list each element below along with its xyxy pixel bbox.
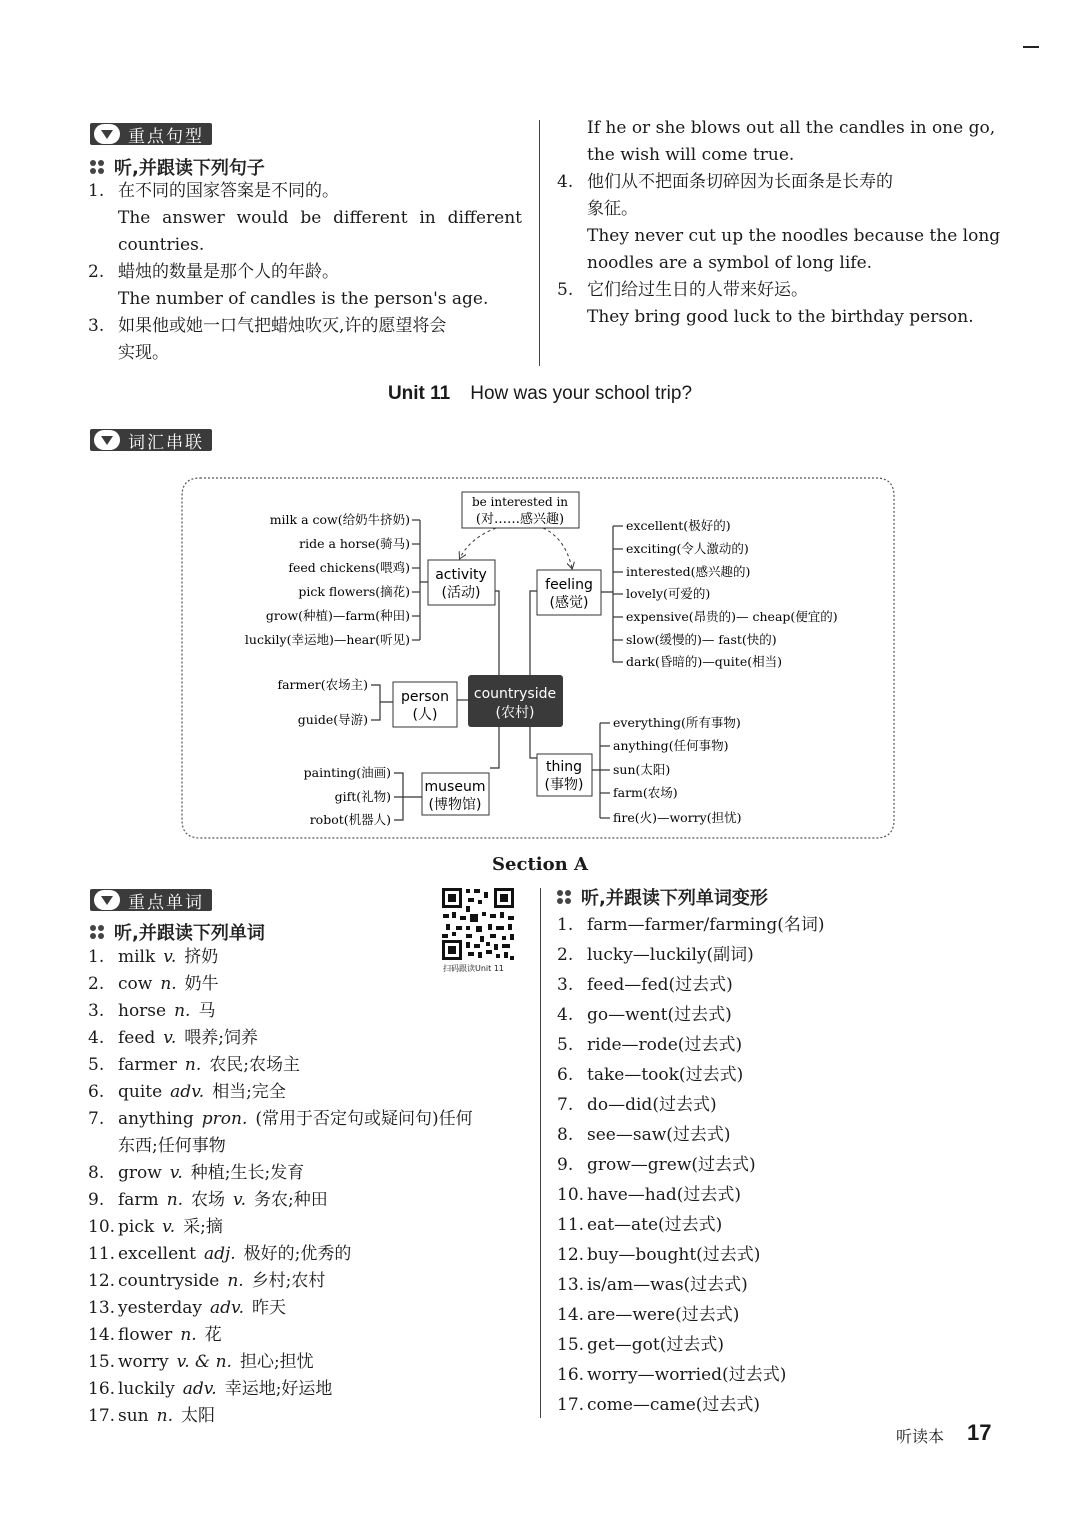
word-form-item: 3. feed—fed(过去式) <box>557 975 733 995</box>
activity-en: activity <box>435 567 487 583</box>
unit-title: Unit 11 How was your school trip? <box>387 383 693 404</box>
sentence-3-cn-cont: 实现。 <box>118 343 169 363</box>
feeling-item: dark(昏暗的)—quite(相当) <box>626 654 782 669</box>
feeling-items <box>626 518 838 669</box>
word-form-item: 15. get—got(过去式) <box>557 1335 724 1355</box>
word-item: 14. flower n. 花 <box>88 1325 222 1345</box>
thing-cn: (事物) <box>544 777 584 793</box>
word-form-item: 17. come—came(过去式) <box>557 1395 761 1415</box>
word-form-item: 6. take—took(过去式) <box>557 1065 744 1085</box>
thing-ticks <box>600 723 610 818</box>
word-form-item: 2. lucky—luckily(副词) <box>557 945 754 965</box>
museum-items <box>304 765 391 827</box>
word-item: 3. horse n. 马 <box>88 1001 216 1021</box>
key-words-list <box>88 944 528 1430</box>
arrow-to-activity <box>460 528 496 558</box>
sentence-3-en-cont: the wish will come true. <box>587 145 795 165</box>
listen-icon <box>557 890 571 904</box>
museum-bracket <box>394 773 422 820</box>
sentence-2-en: The number of candles is the person's age. <box>118 289 489 309</box>
person-items <box>277 677 368 727</box>
word-form-item: 11. eat—ate(过去式) <box>557 1215 723 1235</box>
activity-item: luckily(幸运地)—hear(听见) <box>244 632 410 647</box>
activity-ticks <box>412 520 420 640</box>
top-note-en: be interested in <box>471 495 569 509</box>
center-cn: (农村) <box>495 705 535 721</box>
word-item: 1. milk v. 挤奶 <box>88 947 219 967</box>
word-item: 6. quite adv. 相当;完全 <box>88 1082 286 1102</box>
word-form-item: 7. do—did(过去式) <box>557 1095 717 1115</box>
word-form-item: 14. are—were(过去式) <box>557 1305 740 1325</box>
thing-item: everything(所有事物) <box>613 715 741 730</box>
feeling-en: feeling <box>545 577 593 593</box>
word-forms-instruction: 听,并跟读下列单词变形 <box>557 884 768 910</box>
word-item: 12. countryside n. 乡村;农村 <box>88 1271 326 1291</box>
arrow-to-feeling <box>543 528 572 568</box>
sentence-1-en: The answer would be different in different <box>118 208 522 228</box>
sentence-1-en-cont: countries. <box>118 235 205 255</box>
person-cn: (人) <box>412 707 438 723</box>
word-item: 16. luckily adv. 幸运地;好运地 <box>88 1379 333 1399</box>
feeling-ticks <box>613 526 623 662</box>
word-form-item: 5. ride—rode(过去式) <box>557 1035 743 1055</box>
sentence-4-cn: 4. 他们从不把面条切碎因为长面条是长寿的 <box>557 172 893 192</box>
listen-icon <box>90 925 104 939</box>
person-item: farmer(农场主) <box>277 677 368 692</box>
thing-bracket <box>592 723 600 818</box>
feeling-item: interested(感兴趣的) <box>626 564 751 579</box>
word-form-item: 12. buy—bought(过去式) <box>557 1245 761 1265</box>
feeling-bracket <box>601 526 613 662</box>
museum-en: museum <box>424 779 486 795</box>
word-forms-list <box>557 910 997 1420</box>
footer-label: 听读本 <box>896 1427 945 1446</box>
thing-item: farm(农场) <box>613 785 678 800</box>
activity-item: grow(种植)—farm(种田) <box>265 608 410 623</box>
activity-cn: (活动) <box>441 585 481 601</box>
feeling-item: lovely(可爱的) <box>626 586 711 601</box>
key-sentences-right <box>557 115 1001 331</box>
word-item: 9. farm n. 农场 v. 务农;种田 <box>88 1190 328 1210</box>
key-sentences-tag: 重点句型 <box>90 123 212 145</box>
activity-item: feed chickens(喂鸡) <box>288 560 410 575</box>
activity-item: milk a cow(给奶牛挤奶) <box>269 512 410 527</box>
word-item-cont: 东西;任何事物 <box>118 1136 226 1156</box>
sentence-5-cn: 5. 它们给过生日的人带来好运。 <box>557 280 808 300</box>
thing-en: thing <box>545 759 583 775</box>
sentence-4-en-cont: noodles are a symbol of long life. <box>587 253 873 273</box>
word-item: 4. feed v. 喂养;饲养 <box>88 1028 259 1048</box>
feeling-item: excellent(极好的) <box>626 518 731 533</box>
feeling-cn: (感觉) <box>549 595 589 611</box>
activity-items <box>245 512 410 647</box>
sentence-3-en: If he or she blows out all the candles in one go, <box>587 118 996 138</box>
sentence-1-cn: 1. 在不同的国家答案是不同的。 <box>88 181 339 201</box>
sentence-2-cn: 2. 蜡烛的数量是那个人的年龄。 <box>88 262 339 282</box>
word-item: 5. farmer n. 农民;农场主 <box>88 1055 300 1075</box>
word-item: 7. anything pron. (常用于否定句或疑问句)任何 <box>88 1109 473 1129</box>
chevron-down-icon <box>94 430 120 450</box>
activity-item: pick flowers(摘花) <box>298 584 410 599</box>
chevron-down-icon <box>94 890 120 910</box>
key-sentences-left <box>88 178 522 367</box>
thing-item: anything(任何事物) <box>613 738 729 753</box>
feeling-item: slow(缓慢的)— fast(快的) <box>626 632 777 647</box>
museum-cn: (博物馆) <box>428 797 482 813</box>
thing-item: sun(太阳) <box>613 762 671 777</box>
chevron-down-icon <box>94 124 120 144</box>
center-en: countryside <box>473 686 557 702</box>
word-form-item: 13. is/am—was(过去式) <box>557 1275 748 1295</box>
word-form-item: 1. farm—farmer/farming(名词) <box>557 915 825 935</box>
word-item: 13. yesterday adv. 昨天 <box>88 1298 287 1318</box>
activity-bracket <box>420 520 428 640</box>
sentence-4-cn-cont: 象征。 <box>587 199 638 219</box>
word-item: 17. sun n. 太阳 <box>88 1406 215 1426</box>
word-item: 10. pick v. 采;摘 <box>88 1217 223 1237</box>
key-words-instruction: 听,并跟读下列单词 <box>90 919 265 945</box>
word-form-item: 8. see—saw(过去式) <box>557 1125 731 1145</box>
word-item: 2. cow n. 奶牛 <box>88 974 219 994</box>
word-item: 11. excellent adj. 极好的;优秀的 <box>88 1244 352 1264</box>
corner-mark <box>1023 46 1039 48</box>
listen-icon <box>90 160 104 174</box>
qr-caption: 扫码跟读Unit 11 <box>443 964 505 973</box>
word-item: 15. worry v. & n. 担心;担忧 <box>88 1352 314 1372</box>
museum-item: gift(礼物) <box>334 789 391 804</box>
thing-item: fire(火)—worry(担忧) <box>613 810 742 825</box>
museum-item: painting(油画) <box>303 765 391 780</box>
sentence-3-cn: 3. 如果他或她一口气把蜡烛吹灭,许的愿望将会 <box>88 316 447 336</box>
activity-item: ride a horse(骑马) <box>299 536 410 551</box>
person-en: person <box>401 689 449 705</box>
thing-items <box>613 715 741 825</box>
vocab-map-tag: 词汇串联 <box>90 429 212 451</box>
column-divider <box>540 888 541 1418</box>
column-divider <box>539 120 540 366</box>
word-form-item: 9. grow—grew(过去式) <box>557 1155 756 1175</box>
word-item: 8. grow v. 种植;生长;发育 <box>88 1163 305 1183</box>
key-words-tag: 重点单词 <box>90 889 212 911</box>
museum-item: robot(机器人) <box>309 812 391 827</box>
key-sentences-instruction: 听,并跟读下列句子 <box>90 154 265 180</box>
word-form-item: 4. go—went(过去式) <box>557 1005 732 1025</box>
word-form-item: 10. have—had(过去式) <box>557 1185 741 1205</box>
word-form-item: 16. worry—worried(过去式) <box>557 1365 787 1385</box>
person-bracket <box>371 685 393 720</box>
feeling-item: expensive(昂贵的)— cheap(便宜的) <box>626 609 838 624</box>
top-note-cn: (对……感兴趣) <box>475 512 565 527</box>
sentence-5-en: They bring good luck to the birthday person. <box>587 307 974 327</box>
sentence-4-en: They never cut up the noodles because the long <box>587 226 1001 246</box>
vocab-mind-map <box>0 470 1080 850</box>
page-number: 17 <box>967 1420 992 1445</box>
section-title: Section A <box>492 854 588 875</box>
feeling-item: exciting(令人激动的) <box>626 541 749 556</box>
person-item: guide(导游) <box>297 712 368 727</box>
